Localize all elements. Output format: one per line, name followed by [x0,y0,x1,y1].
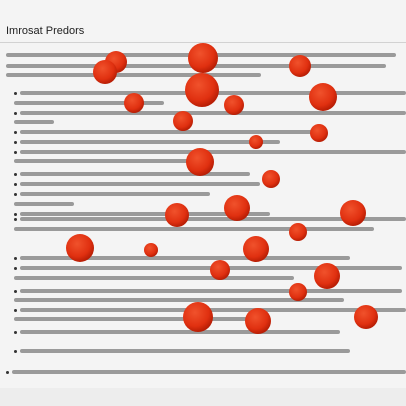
red-circle [173,111,193,131]
text-line-placeholder [20,349,350,353]
red-circle [243,236,269,262]
red-circle [340,200,366,226]
list-bullet [14,173,17,176]
text-line-placeholder [14,317,254,321]
red-circle [314,263,340,289]
red-circle [93,60,117,84]
text-line-placeholder [20,182,260,186]
red-circle [289,283,307,301]
text-line-placeholder [20,172,250,176]
list-bullet [14,309,17,312]
text-line-placeholder [20,140,280,144]
text-line-placeholder [20,308,406,312]
text-line-placeholder [20,192,210,196]
list-bullet [14,112,17,115]
list-bullet [14,193,17,196]
red-circle [245,308,271,334]
red-circle [165,203,189,227]
bottom-strip [0,388,406,406]
text-line-placeholder [14,227,374,231]
red-circle [124,93,144,113]
red-circle [185,73,219,107]
text-line-placeholder [14,120,54,124]
list-bullet [14,218,17,221]
red-circle [144,243,158,257]
red-circle [66,234,94,262]
red-circle [224,195,250,221]
red-circle [289,55,311,77]
list-bullet [14,267,17,270]
list-bullet [6,371,9,374]
text-line-placeholder [20,150,406,154]
list-bullet [14,331,17,334]
red-circle [262,170,280,188]
red-circle [249,135,263,149]
red-circle [354,305,378,329]
text-line-placeholder [20,289,402,293]
list-bullet [14,141,17,144]
red-circle [183,302,213,332]
red-circle [188,43,218,73]
list-bullet [14,183,17,186]
text-line-placeholder [20,330,340,334]
list-bullet [14,290,17,293]
red-circle [224,95,244,115]
text-line-placeholder [14,276,294,280]
red-circle [310,124,328,142]
list-bullet [14,92,17,95]
document-title: Imrosat Predors [6,25,85,37]
red-circle [186,148,214,176]
text-line-placeholder [14,202,74,206]
red-circle [309,83,337,111]
list-bullet [14,213,17,216]
list-bullet [14,151,17,154]
text-line-placeholder [12,370,406,374]
text-line-placeholder [6,73,261,77]
red-circle [210,260,230,280]
title-divider [0,42,406,43]
text-line-placeholder [20,111,406,115]
list-bullet [14,257,17,260]
list-bullet [14,350,17,353]
list-bullet [14,131,17,134]
text-line-placeholder [20,130,320,134]
red-circle [289,223,307,241]
text-line-placeholder [14,159,194,163]
